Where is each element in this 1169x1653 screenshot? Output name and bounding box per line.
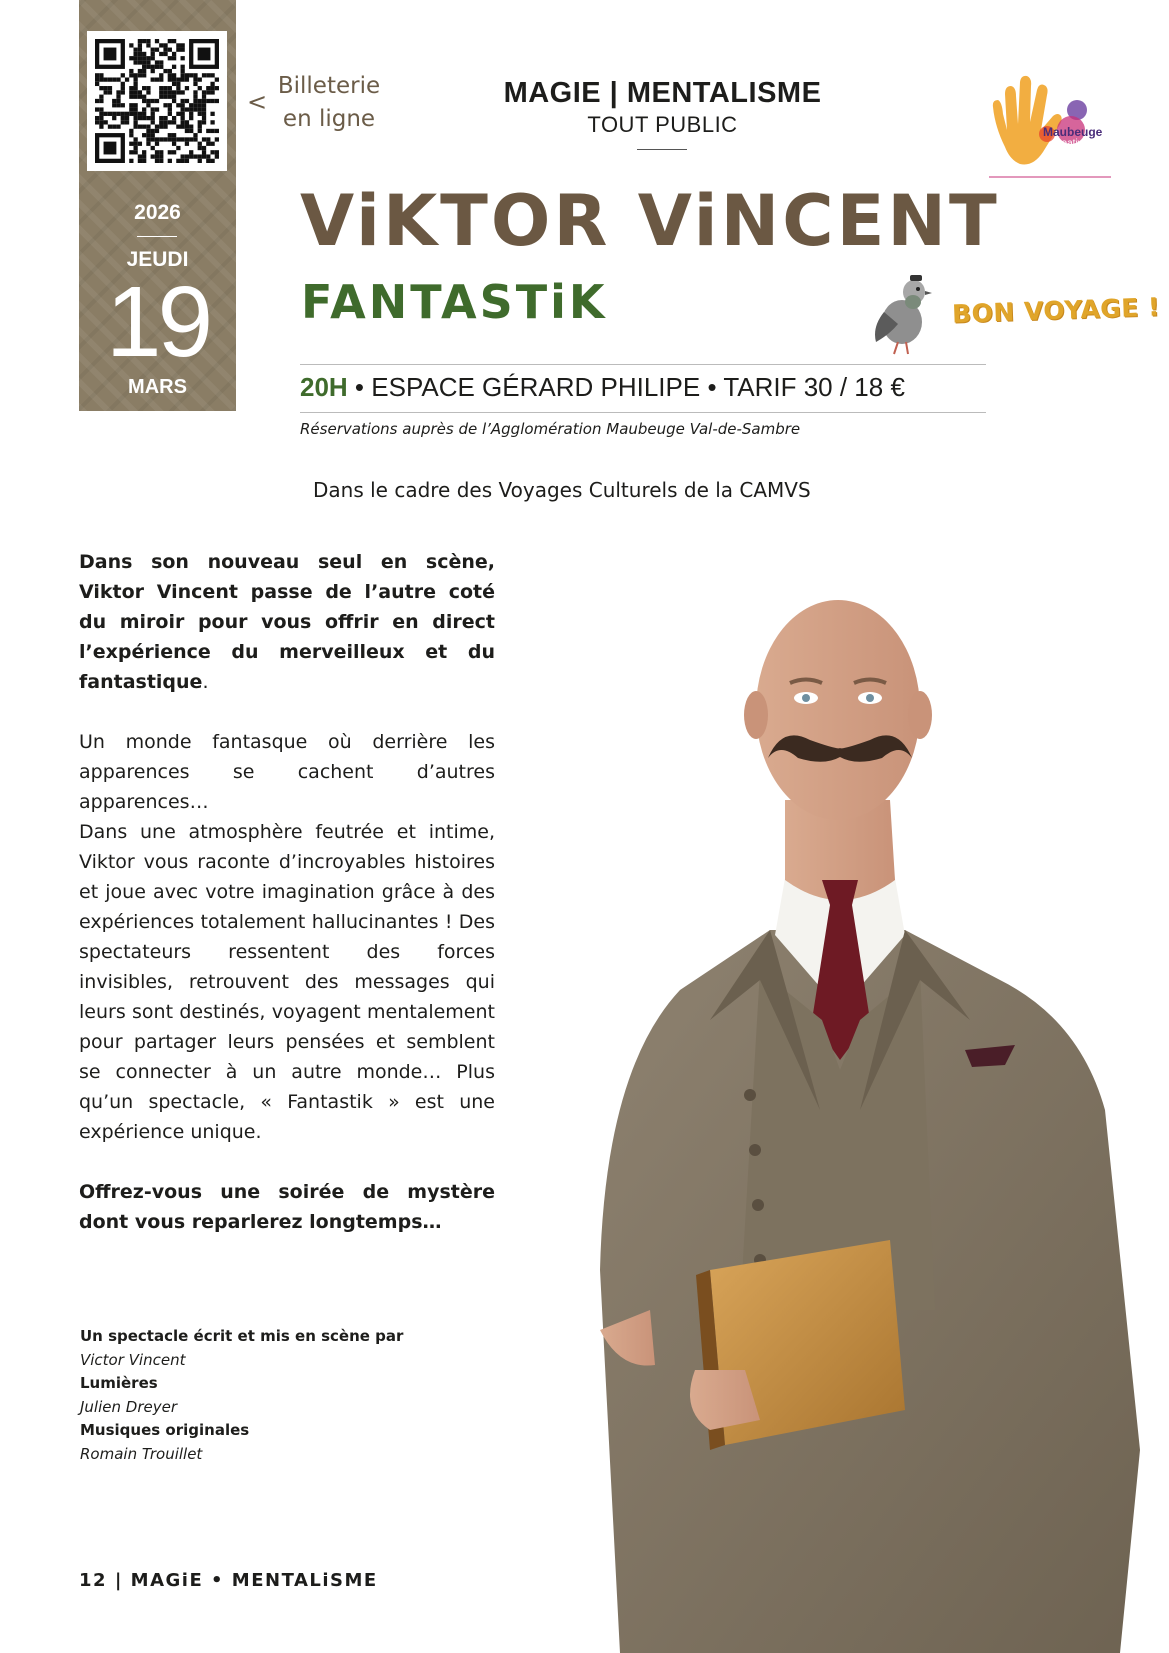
credits (80, 1325, 403, 1466)
ticketing-line-2: en ligne (282, 106, 376, 132)
info-separator: • (700, 372, 724, 402)
credit-role: Un spectacle écrit et mis en scène par (80, 1327, 404, 1345)
online-ticketing-link[interactable] (264, 70, 394, 136)
audience-label: TOUT PUBLIC (587, 112, 738, 137)
artist-name: ViKTOR ViNCENT (300, 180, 1000, 262)
show-title: FANTASTiK (301, 275, 608, 329)
intro-end: . (202, 671, 209, 693)
credit-person: Victor Vincent (80, 1350, 186, 1369)
credit-person: Julien Dreyer (80, 1397, 177, 1416)
page-number: 12 (79, 1570, 108, 1591)
bon-voyage-badge: BON VOYAGE ! (951, 292, 1161, 329)
credit-person: Romain Trouillet (80, 1444, 203, 1463)
event-weekday: JEUDI (126, 248, 189, 271)
event-month: MARS (128, 376, 187, 398)
audience-divider (637, 149, 687, 150)
reservations-note: Réservations auprès de l’Agglomération Maubeuge Val-de-Sambre (300, 420, 801, 438)
event-info-line (300, 372, 905, 403)
info-rule-bottom (300, 412, 986, 413)
ticketing-line-1: Billeterie (277, 73, 381, 99)
logo-text-3: Cities (1051, 148, 1077, 159)
page-footer (79, 1570, 378, 1591)
info-separator: • (347, 372, 372, 402)
event-day: 19 (105, 266, 210, 378)
description (79, 547, 495, 1237)
category-heading: MAGIE | MENTALISME (503, 77, 822, 109)
event-price: TARIF 30 / 18 € (723, 372, 905, 402)
footer-label: | MAGiE • MENTALiSME (114, 1570, 378, 1591)
qr-code-icon (95, 39, 219, 163)
event-time: 20H (300, 372, 348, 402)
pigeon-icon (870, 272, 940, 356)
artist-portrait (560, 550, 1160, 1653)
maubeuge-creative-cities-logo (985, 72, 1115, 182)
info-rule-top (300, 364, 986, 365)
event-venue: ESPACE GÉRARD PHILIPE (371, 372, 701, 402)
credit-role: Musiques originales (80, 1421, 250, 1439)
qr-code[interactable] (87, 31, 227, 171)
paragraph-2: Un monde fantasque où derrière les apparences se cachent d’autres apparences… (79, 731, 495, 813)
intro-bold: Dans son nouveau seul en scène, Viktor Vincent passe de l’autre coté du miroir pour vous offrir en direct l’expérience du merveilleux et du fantastique (79, 551, 495, 693)
closing-paragraph (79, 1177, 495, 1237)
context-line: Dans le cadre des Voyages Culturels de la CAMVS (313, 478, 811, 502)
logo-text-1: Maubeuge (1043, 125, 1103, 139)
chevron-left-icon: < (247, 88, 268, 116)
credit-role: Lumières (80, 1374, 158, 1392)
event-year: 2026 (134, 201, 181, 224)
paragraph-3: Dans une atmosphère feutrée et intime, Viktor vous raconte d’incroyables histoires et joue avec votre imagination grâce à des expériences totalement hallucinantes ! Des spectateurs ressentent des forces invisibles, retrouvent des messages qui leurs sont destinés, voyagent mentalement pour partager leurs pensées et semblent se connecter à un autre monde… Plus qu’un spectacle, « Fantastik » est une expérience unique. (79, 821, 495, 1143)
logo-text-2: Creative (1051, 138, 1089, 149)
closing-bold: Offrez-vous une soirée de mystère dont vous reparlerez longtemps… (79, 1181, 495, 1233)
intro-paragraph (79, 547, 495, 697)
date-band (79, 0, 236, 411)
date-divider (137, 236, 177, 237)
